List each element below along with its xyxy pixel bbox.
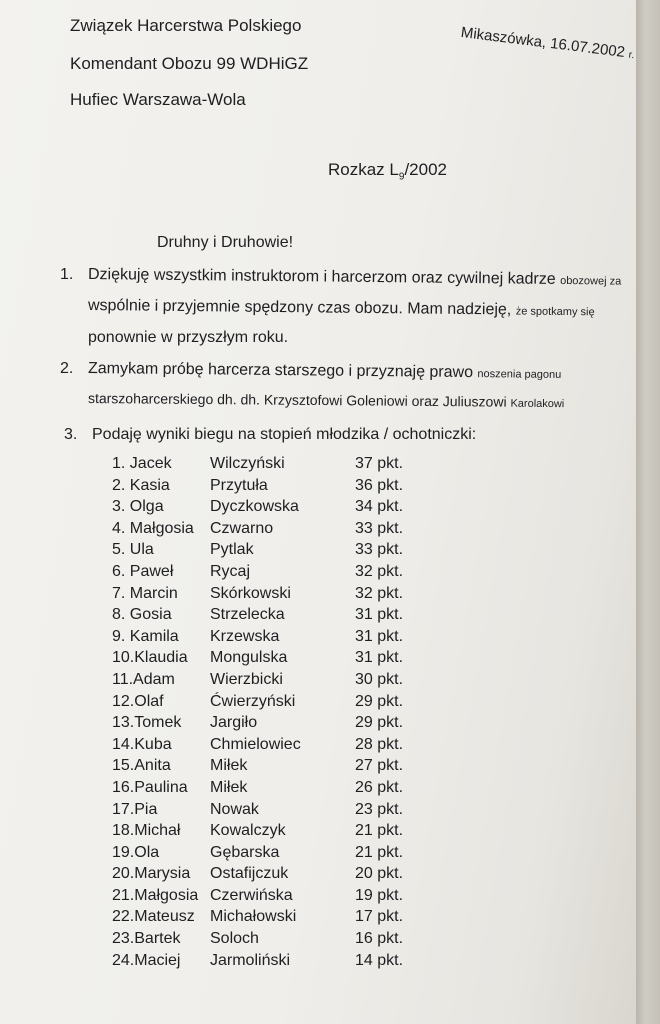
result-name: 6. Paweł (112, 562, 174, 580)
result-score: 29 pkt. (355, 714, 404, 732)
result-surname: Jarmoliński (210, 951, 291, 969)
point-2-line-1-text: Zamykam próbę harcerza starszego i przyznaję prawo (87, 360, 474, 382)
point-1-line-2 (88, 297, 595, 320)
result-surname: Dyczkowska (210, 498, 299, 516)
result-surname: Chmielowiec (210, 735, 301, 753)
result-score: 34 pkt. (355, 498, 404, 516)
result-score: 31 pkt. (355, 627, 404, 645)
point-3-number: 3. (64, 426, 78, 443)
result-surname: Ćwierzyński (210, 692, 296, 710)
result-surname: Ostafijczuk (210, 865, 289, 883)
result-score: 16 pkt. (355, 930, 404, 948)
point-1-line-1-text: Dziękuję wszystkim instruktorom i harcerzom oraz cywilnej kadrze (87, 266, 556, 288)
result-name: 14.Kuba (112, 735, 172, 753)
result-surname: Miłek (210, 757, 248, 775)
result-score: 31 pkt. (355, 649, 404, 667)
result-name: 3. Olga (112, 498, 164, 516)
point-2-line-2-tail: Karolakowi (510, 397, 565, 411)
result-surname: Wierzbicki (210, 670, 283, 688)
order-title (328, 160, 447, 182)
result-surname: Michałowski (210, 908, 297, 926)
result-name: 22.Mateusz (112, 908, 195, 926)
result-surname: Jargiło (210, 714, 258, 732)
result-surname: Skórkowski (210, 584, 291, 602)
result-score: 33 pkt. (355, 519, 404, 537)
result-name: 15.Anita (112, 757, 171, 775)
result-score: 14 pkt. (355, 951, 404, 969)
place-date-text: Mikaszówka, 16.07.2002 (459, 24, 626, 61)
result-name: 5. Ula (112, 541, 154, 559)
result-score: 31 pkt. (355, 606, 404, 624)
result-surname: Czwarno (210, 519, 274, 537)
point-1-line-3: ponownie w przyszłym roku. (88, 329, 289, 346)
result-name: 12.Olaf (112, 692, 164, 710)
point-1-line-1 (88, 266, 621, 290)
result-name: 20.Marysia (112, 865, 191, 883)
result-surname: Miłek (210, 778, 248, 796)
point-1-line-2-tail: że spotkamy się (515, 305, 595, 319)
result-surname: Czerwińska (210, 886, 293, 904)
result-score: 37 pkt. (355, 455, 404, 472)
order-year: /2002 (404, 160, 447, 179)
point-1-line-2-text: wspólnie i przyjemnie spędzony czas obozu. Mam nadzieję, (87, 297, 512, 319)
result-score: 21 pkt. (355, 843, 404, 861)
result-surname: Krzewska (210, 627, 280, 645)
result-surname: Gębarska (210, 843, 280, 861)
camp-commander: Komendant Obozu 99 WDHiGZ (70, 54, 309, 73)
point-2-line-2-text: starszoharcerskiego dh. dh. Krzysztofowi Goleniowi oraz Juliuszowi (87, 390, 507, 410)
result-score: 30 pkt. (355, 670, 404, 688)
result-surname: Soloch (210, 930, 259, 948)
result-name: 21.Małgosia (112, 886, 199, 904)
result-score: 23 pkt. (355, 800, 404, 818)
result-name: 24.Maciej (112, 951, 181, 969)
result-surname: Pytlak (210, 541, 254, 559)
result-surname: Strzelecka (210, 606, 285, 624)
result-name: 10.Klaudia (112, 649, 188, 667)
greeting: Druhny i Druhowie! (157, 234, 294, 251)
result-score: 29 pkt. (355, 692, 404, 710)
result-name: 23.Bartek (112, 930, 181, 948)
result-score: 32 pkt. (355, 584, 404, 602)
result-name: 7. Marcin (112, 584, 178, 602)
result-score: 33 pkt. (355, 541, 404, 559)
result-score: 27 pkt. (355, 757, 404, 775)
result-name: 8. Gosia (112, 606, 172, 624)
result-name: 11.Adam (112, 670, 175, 688)
result-score: 28 pkt. (355, 735, 404, 753)
result-name: 9. Kamila (112, 627, 179, 645)
result-score: 20 pkt. (355, 865, 404, 883)
point-3-line-1: Podaję wyniki biegu na stopień młodzika / ochotniczki: (92, 426, 477, 443)
result-surname: Wilczyński (210, 455, 285, 472)
order-title-text: Rozkaz L (328, 160, 399, 179)
result-score: 17 pkt. (355, 908, 404, 926)
point-1-number: 1. (60, 266, 74, 283)
place-date-suffix: r. (628, 49, 635, 62)
org-name: Związek Harcerstwa Polskiego (70, 16, 302, 35)
result-name: 16.Paulina (112, 778, 188, 796)
result-score: 32 pkt. (355, 562, 404, 580)
point-2-line-1 (88, 360, 561, 383)
result-name: 1. Jacek (112, 455, 172, 472)
result-name: 4. Małgosia (112, 519, 194, 537)
point-1-line-1-tail: obozowej za (560, 274, 622, 288)
result-surname: Mongulska (210, 649, 288, 667)
result-name: 18.Michał (112, 822, 181, 840)
result-surname: Rycaj (210, 562, 251, 580)
result-surname: Kowalczyk (210, 822, 286, 840)
result-name: 17.Pia (112, 800, 158, 818)
result-surname: Przytuła (210, 476, 268, 494)
background-edge (636, 0, 660, 1024)
result-name: 19.Ola (112, 843, 160, 861)
troop-name: Hufiec Warszawa-Wola (70, 90, 246, 109)
order-number-sub: 9 (398, 171, 405, 183)
point-2-line-2 (88, 390, 564, 410)
result-name: 2. Kasia (112, 476, 170, 494)
result-score: 26 pkt. (355, 778, 404, 796)
result-surname: Nowak (210, 800, 259, 818)
place-date (460, 24, 636, 62)
result-score: 36 pkt. (355, 476, 404, 494)
result-score: 19 pkt. (355, 886, 404, 904)
result-score: 21 pkt. (355, 822, 404, 840)
point-2-line-1-tail: noszenia pagonu (477, 368, 562, 381)
point-2-number: 2. (60, 360, 74, 377)
result-name: 13.Tomek (112, 714, 182, 732)
